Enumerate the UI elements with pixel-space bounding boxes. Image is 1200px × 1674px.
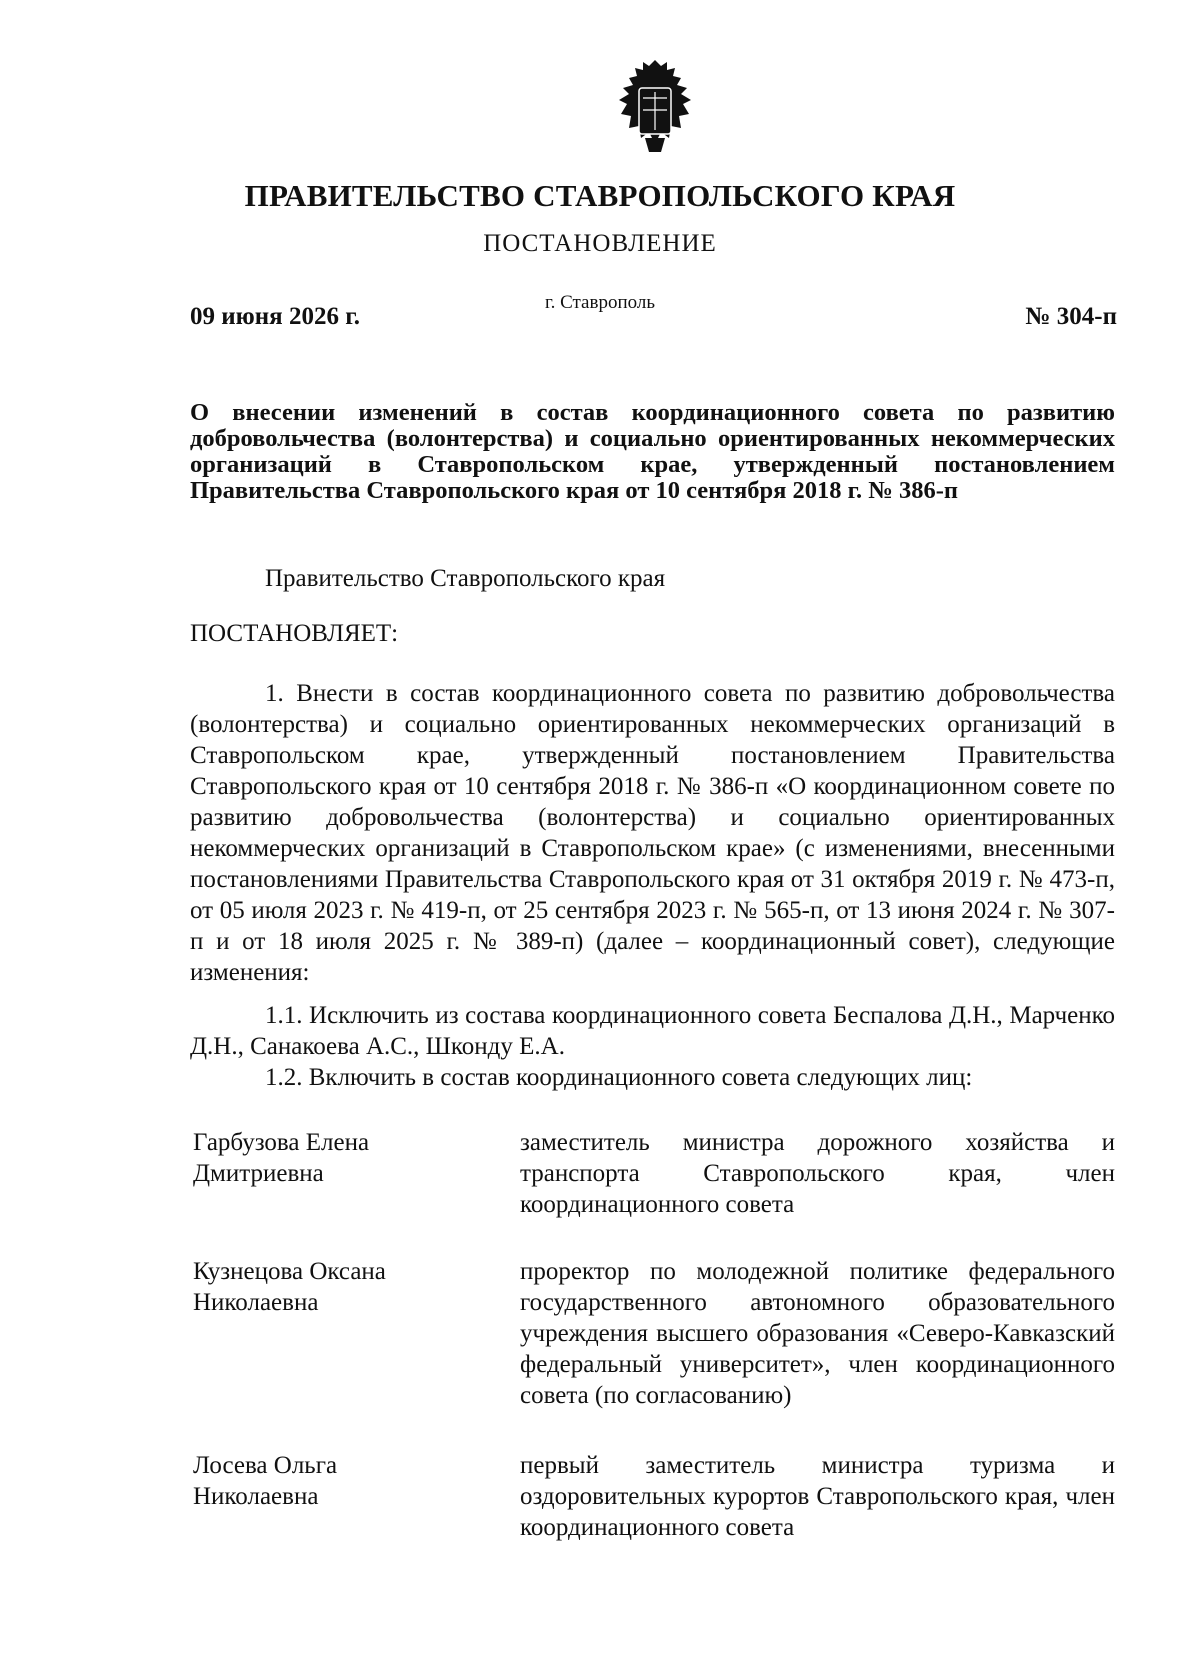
document-number: № 304-п: [1025, 303, 1117, 330]
member-name: Кузнецова Оксана Николаевна: [193, 1258, 386, 1316]
member-role: заместитель министра дорожного хозяйства и транспорта Ставропольского края, член координационного совета: [520, 1129, 1115, 1218]
document-date: 09 июня 2026 г.: [190, 303, 360, 330]
member-name: Гарбузова Елена Дмитриевна: [193, 1129, 370, 1187]
item-1-2: 1.2. Включить в состав координационного совета следующих лиц:: [265, 1064, 973, 1091]
item-1: 1. Внести в состав координационного совета по развитию добровольчества (волонтерства) и социально ориентированных некоммерческих организаций в Ставропольском крае, утвержденный постановлением Правительства Ставропольского края от 10 сентября 2018 г. № 386-п «О координационном совете по развитию добровольчества (волонтерства) и социально ориентированных некоммерческих организаций в Ставропольском крае» (с изменениями, внесенными постановлениями Правительства Ставропольского края от 31 октября 2019 г. № 473-п, от 05 июля 2023 г. № 419-п, от 25 сентября 2023 г. № 565-п, от 13 июня 2024 г. № 307-п и от 18 июля 2025 г. № 389-п) (далее – координационный совет), следующие изменения:: [190, 680, 1115, 986]
document-subject: О внесении изменений в состав координационного совета по развитию добровольчества (волонтерства) и социально ориентированных некоммерческих организаций в Ставропольском крае, утвержденный постановлением Правительства Ставропольского края от 10 сентября 2018 г. № 386-п: [190, 399, 1115, 504]
government-title: ПРАВИТЕЛЬСТВО СТАВРОПОЛЬСКОГО КРАЯ: [244, 178, 956, 213]
document-type: ПОСТАНОВЛЕНИЕ: [483, 230, 717, 257]
member-name: Лосева Ольга Николаевна: [193, 1452, 338, 1510]
decree-word: ПОСТАНОВЛЯЕТ:: [190, 620, 399, 647]
member-role: первый заместитель министра туризма и оздоровительных курортов Ставропольского края, член координационного совета: [520, 1452, 1115, 1541]
coat-of-arms-icon: [615, 58, 695, 156]
city: г. Ставрополь: [544, 292, 656, 313]
preamble: Правительство Ставропольского края: [265, 565, 666, 592]
member-role: проректор по молодежной политике федерального государственного автономного образовательного учреждения высшего образования «Северо-Кавказский федеральный университет», член координационного совета (по согласованию): [520, 1258, 1115, 1409]
item-1-1: 1.1. Исключить из состава координационного совета Беспалова Д.Н., Марченко Д.Н., Санакоева А.С., Шконду Е.А.: [190, 1002, 1115, 1060]
